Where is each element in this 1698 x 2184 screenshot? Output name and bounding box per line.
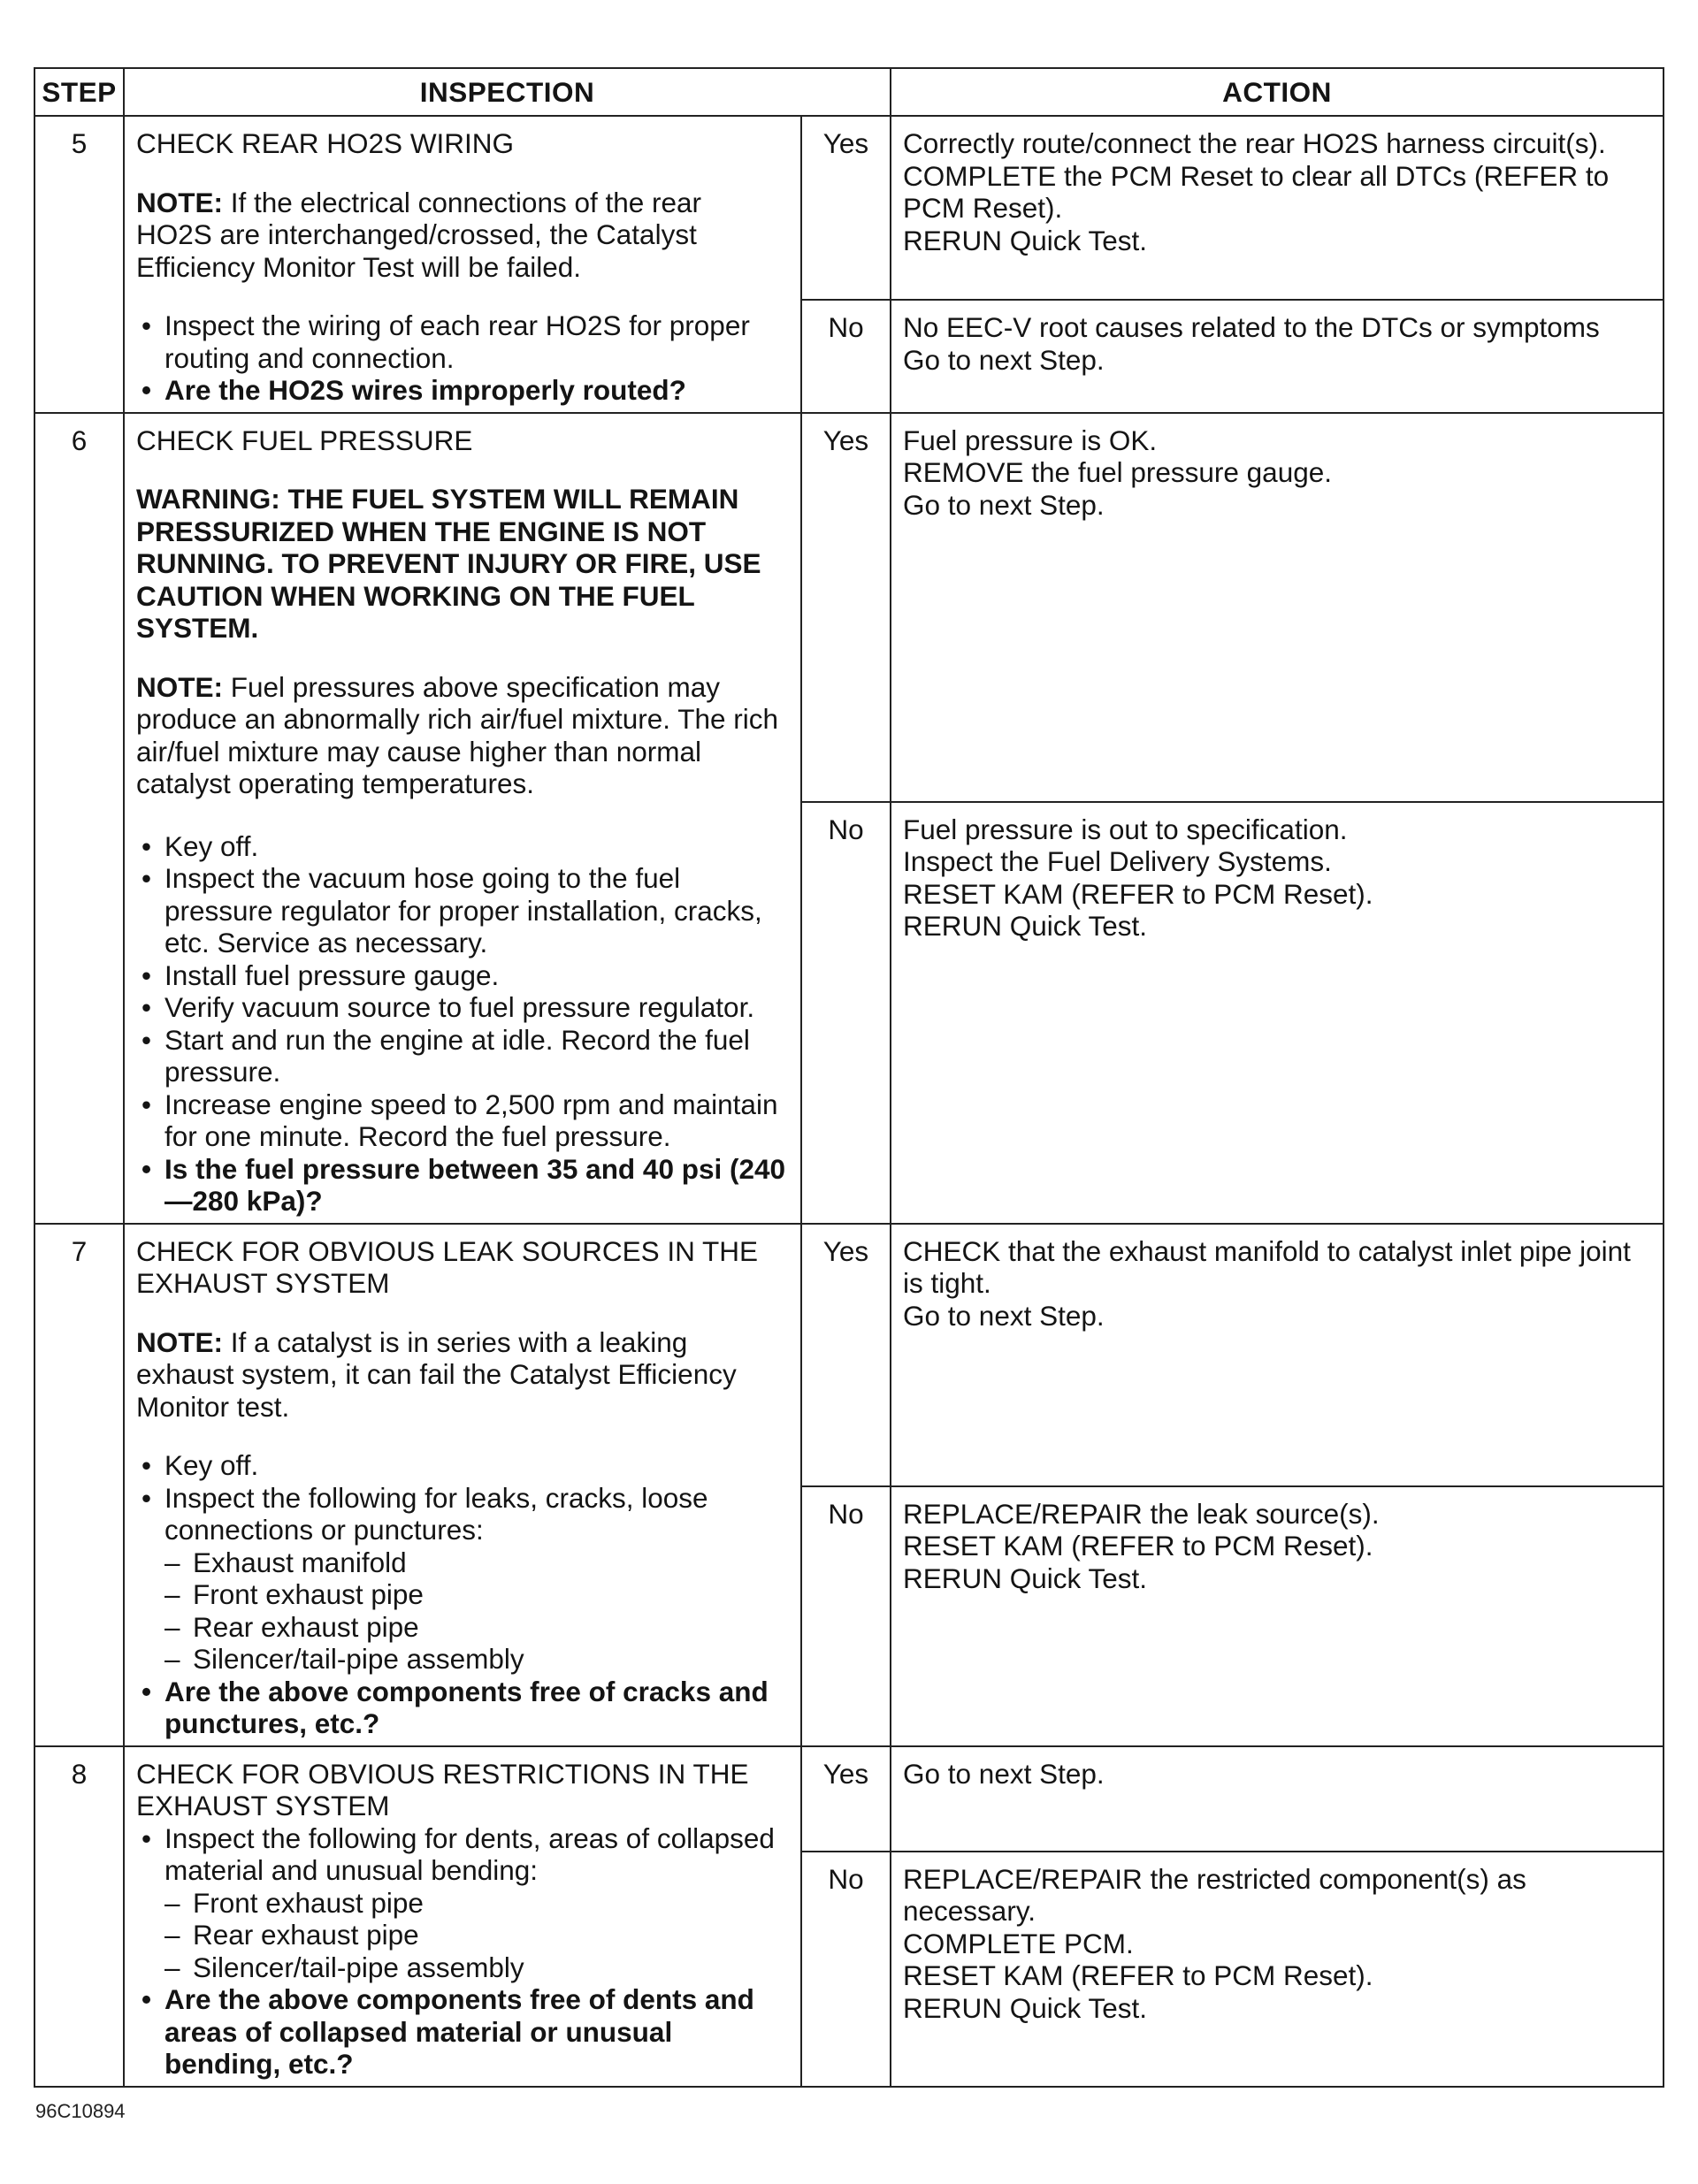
yes-label: Yes <box>801 413 891 802</box>
no-action: Fuel pressure is out to specification. Inspect the Fuel Delivery Systems. RESET KAM (REFER to PCM Reset). RERUN Quick Test. <box>891 802 1664 1224</box>
step-header: STEP <box>34 68 124 116</box>
sub-item: – Front exhaust pipe <box>164 1578 788 1611</box>
step-question: • Are the above components free of dents and areas of collapsed material or unusual bending, etc.? <box>136 1983 788 2081</box>
step-bullets <box>136 309 788 407</box>
sub-list <box>164 1887 788 1984</box>
step-title: CHECK REAR HO2S WIRING <box>136 127 515 159</box>
step-5-inspection <box>124 116 801 413</box>
yes-label: Yes <box>801 116 891 300</box>
sub-item: – Rear exhaust pipe <box>164 1919 788 1951</box>
step-number: 6 <box>34 413 124 1224</box>
procedure-table <box>34 67 1664 2088</box>
step-8-inspection <box>124 1746 801 2087</box>
bullet-item: • Verify vacuum source to fuel pressure regulator. <box>136 991 788 1024</box>
step-bullets <box>136 830 788 1218</box>
bullet-item: • Increase engine speed to 2,500 rpm and maintain for one minute. Record the fuel pressure. <box>136 1088 788 1153</box>
step-5-yes-row <box>34 116 1664 300</box>
yes-action: Correctly route/connect the rear HO2S harness circuit(s). COMPLETE the PCM Reset to clear all DTCs (REFER to PCM Reset). RERUN Quick Test. <box>891 116 1664 300</box>
step-title: CHECK FOR OBVIOUS RESTRICTIONS IN THE EXHAUST SYSTEM <box>136 1757 749 1821</box>
step-6-inspection <box>124 413 801 1224</box>
sub-item: – Silencer/tail-pipe assembly <box>164 1951 788 1984</box>
step-title: CHECK FUEL PRESSURE <box>136 424 473 456</box>
bullet-item: • Install fuel pressure gauge. <box>136 959 788 992</box>
step-title: CHECK FOR OBVIOUS LEAK SOURCES IN THE EXHAUST SYSTEM <box>136 1234 759 1299</box>
sub-item: – Silencer/tail-pipe assembly <box>164 1643 788 1676</box>
step-6-yes-row <box>34 413 1664 802</box>
step-question: • Are the HO2S wires improperly routed? <box>136 374 788 407</box>
step-number: 5 <box>34 116 124 413</box>
no-action: REPLACE/REPAIR the restricted component(s) as necessary. COMPLETE PCM. RESET KAM (REFER to PCM Reset). RERUN Quick Test. <box>891 1852 1664 2087</box>
header-row <box>34 68 1664 116</box>
bullet-item: • Inspect the wiring of each rear HO2S for proper routing and connection. <box>136 309 788 374</box>
bullet-item: • Key off. <box>136 830 788 863</box>
sub-item: – Front exhaust pipe <box>164 1887 788 1920</box>
no-label: No <box>801 1486 891 1746</box>
figure-id: 96C10894 <box>35 2100 126 2122</box>
action-header: ACTION <box>891 68 1664 116</box>
yes-label: Yes <box>801 1746 891 1852</box>
sub-item: – Exhaust manifold <box>164 1546 788 1579</box>
step-7-inspection <box>124 1224 801 1746</box>
bullet-item: • Inspect the following for leaks, cracks, loose connections or punctures: – Exhaust manifold – Front exhaust pipe – Rear exhaust pipe – Silencer/tail-pipe assembly <box>136 1482 788 1676</box>
step-warning: WARNING: THE FUEL SYSTEM WILL REMAIN PRESSURIZED WHEN THE ENGINE IS NOT RUNNING. TO PREVENT INJURY OR FIRE, USE CAUTION WHEN WORKING ON THE FUEL SYSTEM. <box>136 483 761 644</box>
step-7-yes-row <box>34 1224 1664 1486</box>
yes-label: Yes <box>801 1224 891 1486</box>
step-question: • Is the fuel pressure between 35 and 40 psi (240—280 kPa)? <box>136 1153 788 1218</box>
step-number: 8 <box>34 1746 124 2087</box>
bullet-item: • Key off. <box>136 1449 788 1482</box>
no-label: No <box>801 802 891 1224</box>
bullet-item: • Start and run the engine at idle. Record the fuel pressure. <box>136 1024 788 1088</box>
step-bullets <box>136 1822 788 2081</box>
yes-action: CHECK that the exhaust manifold to catalyst inlet pipe joint is tight. Go to next Step. <box>891 1224 1664 1486</box>
yes-action: Fuel pressure is OK. REMOVE the fuel pressure gauge. Go to next Step. <box>891 413 1664 802</box>
step-bullets <box>136 1449 788 1740</box>
yes-action: Go to next Step. <box>891 1746 1664 1852</box>
diagnostic-procedure <box>34 67 1663 2088</box>
no-action: REPLACE/REPAIR the leak source(s). RESET KAM (REFER to PCM Reset). RERUN Quick Test. <box>891 1486 1664 1746</box>
step-note: NOTE: Fuel pressures above specification may produce an abnormally rich air/fuel mixture. The rich air/fuel mixture may cause higher than normal catalyst operating temperatures. <box>136 670 778 799</box>
step-number: 7 <box>34 1224 124 1746</box>
step-note: NOTE: If a catalyst is in series with a leaking exhaust system, it can fail the Catalyst Efficiency Monitor test. <box>136 1325 737 1423</box>
step-8-yes-row <box>34 1746 1664 1852</box>
step-note: NOTE: If the electrical connections of the rear HO2S are interchanged/crossed, the Catalyst Efficiency Monitor Test will be failed. <box>136 186 702 283</box>
no-action: No EEC-V root causes related to the DTCs or symptoms Go to next Step. <box>891 300 1664 412</box>
bullet-item: • Inspect the vacuum hose going to the fuel pressure regulator for proper installation, cracks, etc. Service as necessary. <box>136 862 788 959</box>
step-question: • Are the above components free of cracks and punctures, etc.? <box>136 1676 788 1740</box>
sub-item: – Rear exhaust pipe <box>164 1611 788 1644</box>
sub-list <box>164 1546 788 1676</box>
inspection-header: INSPECTION <box>124 68 891 116</box>
no-label: No <box>801 300 891 412</box>
bullet-item: • Inspect the following for dents, areas of collapsed material and unusual bending: – Front exhaust pipe – Rear exhaust pipe – Silencer/tail-pipe assembly <box>136 1822 788 1984</box>
no-label: No <box>801 1852 891 2087</box>
